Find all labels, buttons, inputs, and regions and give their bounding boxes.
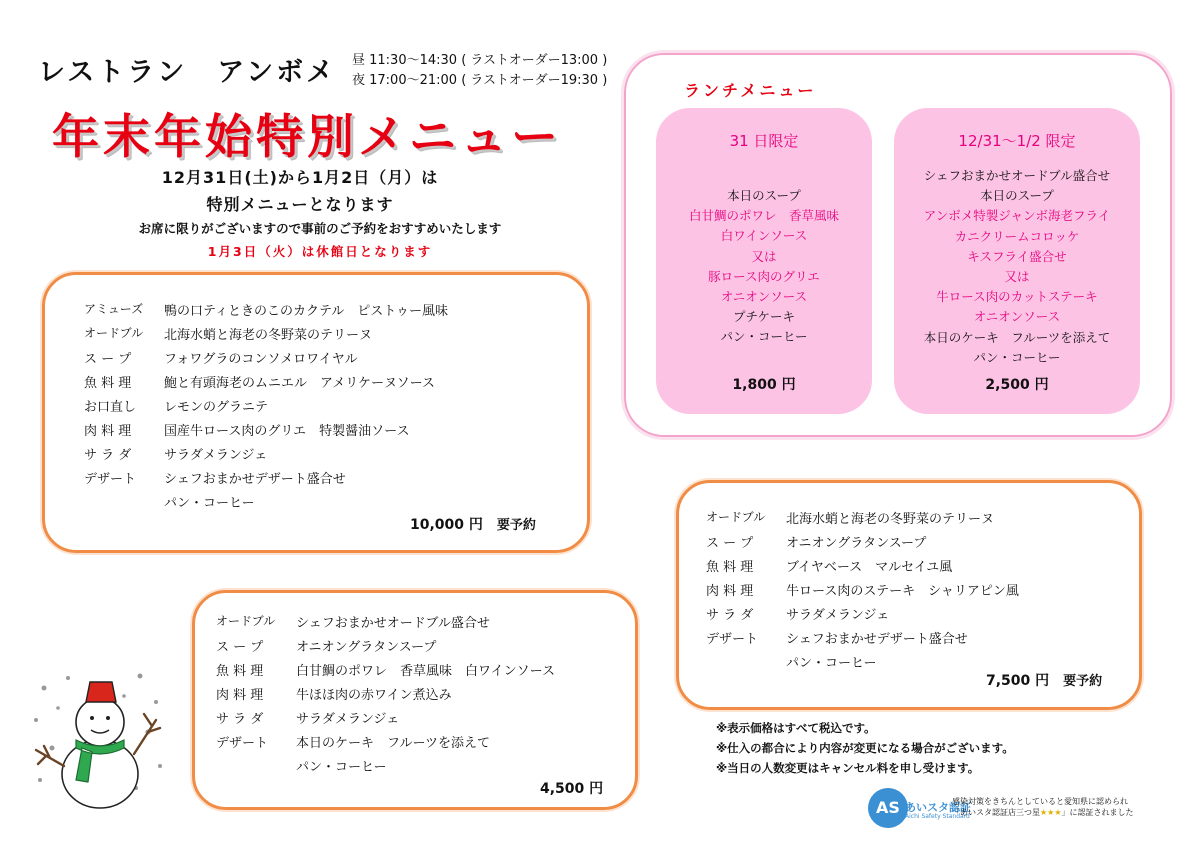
price-value: 7,500 円 <box>986 673 1050 689</box>
bucket-hat-icon <box>86 682 116 702</box>
note-line: ※表示価格はすべて税込です。 <box>716 721 876 735</box>
aisuta-sub: Aichi Safety Standard <box>905 813 970 820</box>
cert-line: 感染対策をきちんとしていると愛知県に認められ <box>952 797 1128 806</box>
course-item: ブイヤベース マルセイユ風 <box>786 560 953 575</box>
course-item: サラダメランジェ <box>786 608 890 623</box>
price-value: 10,000 円 <box>410 517 483 533</box>
course-item: 本日のケーキ フルーツを添えて <box>296 736 490 751</box>
lunch-item: 本日のスープ <box>980 188 1054 204</box>
lunch-card-items <box>656 186 872 348</box>
course-label: サ ラ ダ <box>216 712 264 727</box>
course-item: シェフおまかせデザート盛合せ <box>164 472 346 487</box>
lunch-card-price: 2,500 円 <box>985 377 1049 393</box>
course-label: お口直し <box>84 400 137 415</box>
course-item: 北海水蛸と海老の冬野菜のテリーヌ <box>164 328 373 343</box>
cert-text: 」に認証されました <box>1061 808 1134 817</box>
course-label: アミューズ <box>84 302 144 316</box>
course-item: サラダメランジェ <box>296 712 400 727</box>
lunch-item: オニオンソース <box>720 289 808 305</box>
lunch-item: 白甘鯛のポワレ 香草風味 <box>688 208 839 224</box>
course-item: フォワグラのコンソメロワイヤル <box>164 352 358 367</box>
course-item: オニオングラタンスープ <box>296 640 437 655</box>
course-label: 肉 料 理 <box>216 688 264 703</box>
course-label: オードブル <box>216 614 276 628</box>
lunch-item: シェフおまかせオードブル盛合せ <box>923 168 1111 183</box>
course-7500-price <box>986 670 1102 690</box>
course-label: オードブル <box>706 510 766 524</box>
lunch-item: オニオンソース <box>973 309 1061 325</box>
lunch-item: キスフライ盛合せ <box>967 248 1067 264</box>
course-item: 白甘鯛のポワレ 香草風味 白ワインソース <box>296 664 555 679</box>
lunch-card-31 <box>656 108 872 414</box>
course-item: パン・コーヒー <box>296 760 387 775</box>
snowman-illustration <box>28 668 168 818</box>
course-label: 魚 料 理 <box>216 664 264 679</box>
course-item: シェフおまかせデザート盛合せ <box>786 632 968 647</box>
course-label: デザート <box>706 632 759 647</box>
course-label: ス ー プ <box>216 640 264 655</box>
course-label: 魚 料 理 <box>84 376 132 391</box>
course-label: サ ラ ダ <box>84 448 132 463</box>
lunch-card-items <box>894 166 1140 368</box>
course-item: レモンのグラニテ <box>164 400 269 415</box>
certification-text <box>952 796 1134 818</box>
reservation-required: 要予約 <box>1063 674 1103 689</box>
course-label: オードブル <box>84 326 144 340</box>
lunch-item: 牛ロース肉のカットステーキ <box>936 289 1098 305</box>
hours-lunch: 昼 11:30～14:30 ( ラストオーダー13:00 ) <box>352 53 608 68</box>
cert-text: 「あいスタ認証店三つ星 <box>952 808 1040 817</box>
restaurant-name: レストラン アンボメ <box>38 57 337 88</box>
right-arm-icon <box>134 714 160 754</box>
course-item: オニオングラタンスープ <box>786 536 927 551</box>
lunch-card-price: 1,800 円 <box>732 377 796 393</box>
lunch-card-title: 31 日限定 <box>729 132 799 150</box>
period-text: 12月31日(土)から1月2日（月）は <box>161 168 439 187</box>
note-line: ※当日の人数変更はキャンセル料を申し受けます。 <box>716 761 980 775</box>
opening-hours <box>352 51 607 91</box>
aisuta-name: あいスタ認証 <box>905 801 971 814</box>
lunch-item: パン・コーヒー <box>720 329 808 345</box>
lunch-card-1231-12 <box>894 108 1140 414</box>
course-item: サラダメランジェ <box>164 448 268 463</box>
course-item: 国産牛ロース肉のグリエ 特製醤油ソース <box>164 424 410 439</box>
snowman-eye <box>106 716 110 720</box>
course-label: 肉 料 理 <box>84 424 132 439</box>
course-item: パン・コーヒー <box>164 496 255 511</box>
page-title: 年末年始特別メニュー <box>52 110 562 165</box>
course-item: シェフおまかせオードブル盛合せ <box>296 616 490 631</box>
course-item: 鴨の口ティときのこのカクテル ピストゥー風味 <box>164 304 448 319</box>
course-label: サ ラ ダ <box>706 608 754 623</box>
course-label: デザート <box>216 736 269 751</box>
course-item: 牛ロース肉のステーキ シャリアピン風 <box>786 584 1019 599</box>
lunch-item: パン・コーヒー <box>973 349 1061 365</box>
course-label: 肉 料 理 <box>706 584 754 599</box>
closed-day-text: 1月3日（火）は休館日となります <box>207 244 433 259</box>
aisuta-logo-icon: AS <box>868 788 908 828</box>
course-label: ス ー プ <box>706 536 754 551</box>
lunch-item: アンボメ特製ジャンボ海老フライ <box>923 208 1111 224</box>
course-4500-price: 4,500 円 <box>540 781 604 797</box>
star-icon: ★★★ <box>1040 808 1062 817</box>
course-item: 鮑と有頭海老のムニエル アメリケーヌソース <box>164 376 435 391</box>
course-10000-price <box>410 514 536 534</box>
lunch-menu-title: ランチメニュー <box>684 81 817 100</box>
notes <box>716 718 1014 778</box>
snowman-eye <box>90 716 94 720</box>
hours-dinner: 夜 17:00～21:00 ( ラストオーダー19:30 ) <box>352 73 608 88</box>
lunch-item: 本日のケーキ フルーツを添えて <box>923 329 1111 345</box>
course-item: 牛ほほ肉の赤ワイン煮込み <box>296 688 452 703</box>
lunch-item: 豚ロース肉のグリエ <box>708 268 820 284</box>
reservation-required: 要予約 <box>496 518 536 533</box>
lunch-item: 又は <box>751 248 777 264</box>
lunch-item: 本日のスープ <box>727 188 801 203</box>
note-line: ※仕入の都合により内容が変更になる場合がございます。 <box>716 741 1014 755</box>
course-item: パン・コーヒー <box>786 656 877 671</box>
course-label: ス ー プ <box>84 352 132 367</box>
cert-line <box>952 807 1134 818</box>
lunch-card-title: 12/31～1/2 限定 <box>958 132 1076 150</box>
course-label: デザート <box>84 472 137 487</box>
lunch-item: プチケーキ <box>732 309 795 325</box>
reservation-text: お席に限りがございますので事前のご予約をおすすめいたします <box>138 221 502 236</box>
lunch-item: 又は <box>1004 269 1030 285</box>
course-item: 北海水蛸と海老の冬野菜のテリーヌ <box>786 512 995 527</box>
special-text: 特別メニューとなります <box>206 195 394 214</box>
snowman-head <box>76 698 124 746</box>
course-label: 魚 料 理 <box>706 560 754 575</box>
lunch-item: カニクリームコロッケ <box>954 228 1080 244</box>
lunch-item: 白ワインソース <box>720 228 808 244</box>
